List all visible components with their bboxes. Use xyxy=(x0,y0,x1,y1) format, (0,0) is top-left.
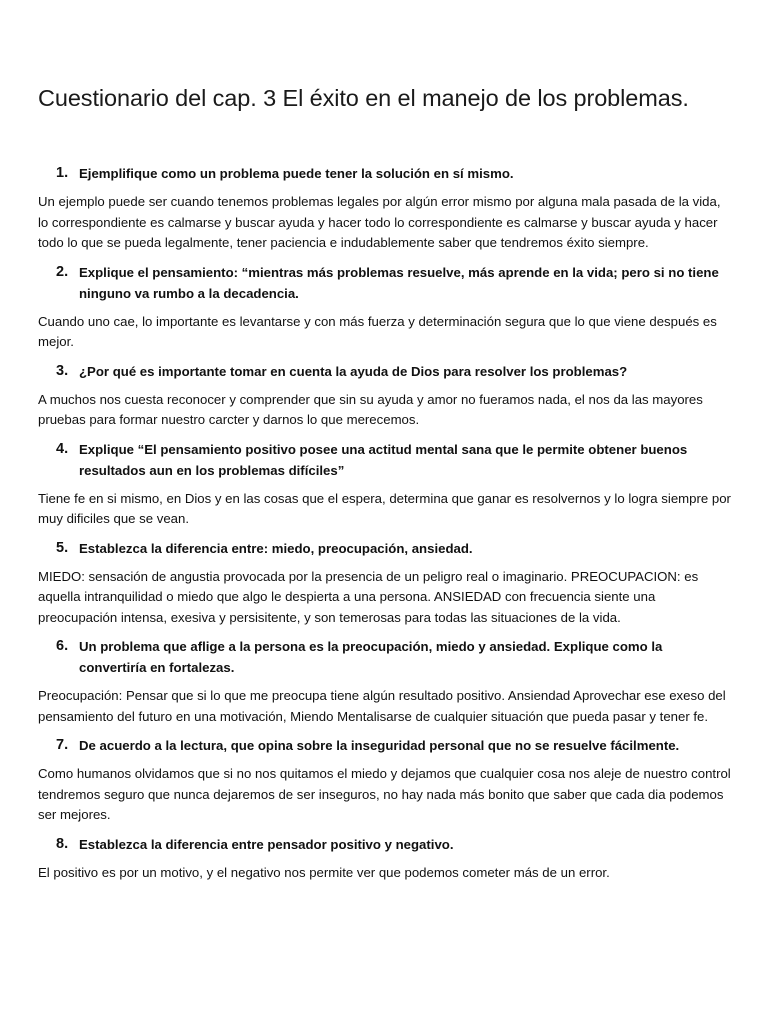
answer-7: Como humanos olvidamos que si no nos quitamos el miedo y dejamos que cualquier cosa nos aleje de nuestro control tendremos seguro que nunca dejaremos de ser inseguros, no hay nada más bonito que saber que cada dia podemos ser mejores. xyxy=(38,766,731,822)
question-number: 2. xyxy=(56,263,69,280)
question-list xyxy=(0,163,768,891)
question-number: 7. xyxy=(56,737,69,753)
question-number: 6. xyxy=(56,638,69,654)
question-text: Explique “El pensamiento positivo posee una actitud mental sana que le permite obtener buenos resultados aun en los problemas difíciles” xyxy=(79,441,688,478)
question-text: Explique el pensamiento: “mientras más problemas resuelve, más aprende en la vida; pero si no tiene ninguno va rumbo a la decadencia. xyxy=(79,264,719,301)
question-number: 8. xyxy=(56,835,69,852)
question-8 xyxy=(0,834,768,855)
answer-6: Preocupación: Pensar que si lo que me preocupa tiene algún resultado positivo. Ansiendad Aprovechar ese exeso del pensamiento del futuro en una motivación, Miendo Mentalisarse de cualquier situación que pueda pasar y tener fe. xyxy=(38,688,726,724)
answer-5: MIEDO: sensación de angustia provocada por la presencia de un peligro real o imaginario. PREOCUPACION: es aquella intranquilidad o miedo que algo le despierta a una persona. ANSIEDAD con frecuencia siente una preocupación intensa, exesiva y persisitente, y son temerosas para todas las situaciones de la vida. xyxy=(38,568,699,625)
answer-2: Cuando uno cae, lo importante es levantarse y con más fuerza y determinación segura que lo que viene después es mejor. xyxy=(38,313,717,349)
question-text: Establezca la diferencia entre pensador positivo y negativo. xyxy=(79,836,454,852)
question-number: 1. xyxy=(56,165,69,181)
question-7 xyxy=(0,735,768,756)
question-text: ¿Por qué es importante tomar en cuenta la ayuda de Dios para resolver los problemas? xyxy=(79,363,628,379)
question-text: Ejemplifique como un problema puede tener la solución en sí mismo. xyxy=(79,166,514,181)
document-title: Cuestionario del cap. 3 El éxito en el manejo de los problemas. xyxy=(38,85,689,111)
question-text: Establezca la diferencia entre: miedo, preocupación, ansiedad. xyxy=(79,540,473,556)
question-4 xyxy=(0,439,768,481)
question-2 xyxy=(0,262,768,304)
question-number: 4. xyxy=(56,440,69,457)
answer-3: A muchos nos cuesta reconocer y comprender que sin su ayuda y amor no fueramos nada, el nos da las mayores pruebas para formar nuestro carcter y darnos lo que merecemos. xyxy=(38,391,703,427)
question-6 xyxy=(0,636,768,678)
question-3 xyxy=(0,361,768,382)
question-text: De acuerdo a la lectura, que opina sobre la inseguridad personal que no se resuelve fácilmente. xyxy=(79,738,680,753)
question-5 xyxy=(0,538,768,559)
question-number: 5. xyxy=(56,539,69,556)
answer-8: El positivo es por un motivo, y el negativo nos permite ver que podemos cometer más de un error. xyxy=(38,864,610,880)
question-number: 3. xyxy=(56,362,69,379)
question-1 xyxy=(0,163,768,184)
answer-4: Tiene fe en si mismo, en Dios y en las cosas que el espera, determina que ganar es resolvernos y lo logra siempre por muy dificiles que se vean. xyxy=(38,490,731,526)
answer-1: Un ejemplo puede ser cuando tenemos problemas legales por algún error mismo por alguna mala pasada de la vida, lo correspondiente es calmarse y buscar ayuda y hacer todo lo correspondiente es calmarse y buscar ayuda y hacer todo lo que se pueda legalmente, tener paciencia e indudablemente saber que tendremos éxito siempre. xyxy=(38,194,721,250)
question-text: Un problema que aflige a la persona es la preocupación, miedo y ansiedad. Explique como la convertiría en fortalezas. xyxy=(79,639,663,675)
